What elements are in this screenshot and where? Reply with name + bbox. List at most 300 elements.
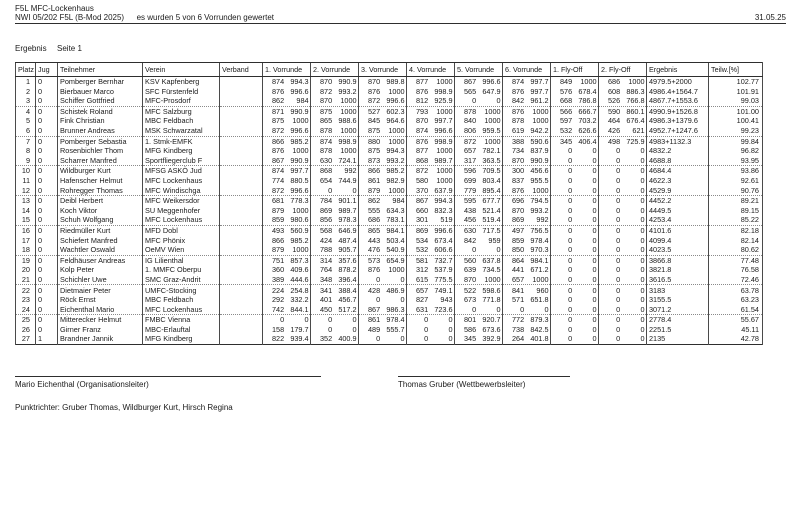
platz-cell: 19 <box>16 255 36 265</box>
flyoff-1-cell <box>551 255 599 265</box>
round-points: 964.6 <box>386 116 405 126</box>
flyoff-1-cell <box>551 236 599 246</box>
round-points: 0 <box>640 215 645 225</box>
flyoff-1-cell <box>551 156 599 166</box>
round-seconds: 699 <box>463 175 477 185</box>
verein-cell: SFC Fürstenfeld <box>143 87 220 97</box>
vorrunde-3-cell <box>359 265 407 275</box>
flyoff-2-cell <box>599 77 647 87</box>
platz-cell: 27 <box>16 334 36 344</box>
round-points: 878.2 <box>338 265 357 275</box>
vorrunde-5-cell <box>455 116 503 126</box>
vorrunde-4-cell <box>407 176 455 186</box>
round-seconds: 532 <box>415 245 429 255</box>
jug-cell: 0 <box>36 146 58 156</box>
round-seconds: 878 <box>319 126 333 136</box>
teilnehmer-cell: Schuh Wolfgang <box>58 215 143 225</box>
ergebnis-cell: 4990.9+1526.8 <box>647 106 709 116</box>
vorrunde-6-cell <box>503 206 551 216</box>
round-points: 0 <box>592 295 597 305</box>
vorrunde-1-cell <box>263 305 311 315</box>
jug-cell: 0 <box>36 325 58 335</box>
competition-id: NWI 05/202 F5L (B-Mod 2025) <box>15 13 125 22</box>
table-row <box>16 225 763 235</box>
round-points: 0 <box>640 155 645 165</box>
round-points: 0 <box>352 185 357 195</box>
vorrunde-4-cell <box>407 116 455 126</box>
jug-cell: 0 <box>36 245 58 255</box>
vorrunde-4-cell <box>407 265 455 275</box>
round-points: 783.1 <box>386 215 405 225</box>
vorrunde-4-cell <box>407 146 455 156</box>
round-seconds: 865 <box>319 116 333 126</box>
table-row <box>16 215 763 225</box>
round-seconds: 0 <box>472 96 477 106</box>
platz-cell: 13 <box>16 196 36 206</box>
round-points: 744.9 <box>338 175 357 185</box>
round-seconds: 840 <box>463 116 477 126</box>
round-seconds: 0 <box>616 315 621 325</box>
teilnehmer-cell: Röck Ernst <box>58 295 143 305</box>
round-seconds: 224 <box>271 285 285 295</box>
round-points: 0 <box>592 265 597 275</box>
teilnehmer-cell: Schichler Uwe <box>58 275 143 285</box>
vorrunde-3-cell <box>359 334 407 344</box>
verein-cell: MFD Dobl <box>143 225 220 235</box>
platz-cell: 11 <box>16 176 36 186</box>
verband-cell <box>220 275 263 285</box>
round-seconds: 0 <box>616 155 621 165</box>
vorrunde-6-cell <box>503 77 551 87</box>
round-seconds: 0 <box>520 304 525 314</box>
round-seconds: 0 <box>376 274 381 284</box>
jug-cell: 0 <box>36 186 58 196</box>
round-points: 1000 <box>628 77 645 87</box>
round-seconds: 867 <box>367 304 381 314</box>
vorrunde-6-cell <box>503 225 551 235</box>
vorrunde-1-cell <box>263 295 311 305</box>
verein-cell: MBC-Erlauftal <box>143 325 220 335</box>
vorrunde-2-cell <box>311 225 359 235</box>
round-seconds: 738 <box>511 324 525 334</box>
round-points: 519 <box>440 215 453 225</box>
vorrunde-3-cell <box>359 96 407 106</box>
round-points: 0 <box>592 175 597 185</box>
round-points: 517.2 <box>338 304 357 314</box>
jug-cell: 0 <box>36 116 58 126</box>
round-points: 0 <box>448 334 453 344</box>
flyoff-1-cell <box>551 325 599 335</box>
round-points: 993.2 <box>386 155 405 165</box>
teilw-cell: 45.11 <box>709 325 763 335</box>
vorrunde-4-cell <box>407 186 455 196</box>
round-points: 673.6 <box>482 324 501 334</box>
vorrunde-5-cell <box>455 295 503 305</box>
flyoff-2-cell <box>599 186 647 196</box>
round-seconds: 0 <box>568 245 573 255</box>
flyoff-1-cell <box>551 126 599 136</box>
round-points: 996.6 <box>482 77 501 87</box>
round-points: 1000 <box>388 86 405 96</box>
round-seconds: 0 <box>568 334 573 344</box>
round-points: 985.2 <box>290 235 309 245</box>
verband-cell <box>220 334 263 344</box>
verband-cell <box>220 305 263 315</box>
round-points: 942.2 <box>530 126 549 136</box>
round-seconds: 869 <box>319 205 333 215</box>
verein-cell: MFC-Prosdorf <box>143 96 220 106</box>
ergebnis-cell: 4986.4+1564.7 <box>647 87 709 97</box>
round-points: 990.9 <box>290 106 309 116</box>
vorrunde-5-cell <box>455 196 503 206</box>
table-row <box>16 305 763 315</box>
round-seconds: 426 <box>607 126 621 136</box>
round-points: 993.2 <box>338 86 357 96</box>
vorrunde-5-cell <box>455 156 503 166</box>
flyoff-1-cell <box>551 146 599 156</box>
round-seconds: 657 <box>463 146 477 156</box>
round-seconds: 879 <box>271 205 285 215</box>
vorrunde-2-cell <box>311 136 359 146</box>
ergebnis-cell: 4253.4 <box>647 215 709 225</box>
vorrunde-4-cell <box>407 225 455 235</box>
round-points: 0 <box>640 295 645 305</box>
teilnehmer-cell: Pomberger Sebastia <box>58 136 143 146</box>
vorrunde-3-cell <box>359 325 407 335</box>
platz-cell: 17 <box>16 236 36 246</box>
round-seconds: 527 <box>367 106 381 116</box>
flyoff-2-cell <box>599 116 647 126</box>
round-points: 179.7 <box>290 324 309 334</box>
round-points: 994.3 <box>290 77 309 87</box>
round-points: 0 <box>400 295 405 305</box>
vorrunde-2-cell <box>311 186 359 196</box>
round-seconds: 866 <box>271 235 285 245</box>
jug-cell: 0 <box>36 295 58 305</box>
jug-cell: 0 <box>36 236 58 246</box>
jug-cell: 0 <box>36 87 58 97</box>
platz-cell: 10 <box>16 166 36 176</box>
round-points: 994.3 <box>434 196 453 206</box>
teilw-cell: 85.22 <box>709 215 763 225</box>
jug-cell: 0 <box>36 315 58 325</box>
round-seconds: 0 <box>616 285 621 295</box>
flyoff-1-cell <box>551 116 599 126</box>
round-seconds: 876 <box>367 265 381 275</box>
round-seconds: 0 <box>424 324 429 334</box>
verband-cell <box>220 236 263 246</box>
round-seconds: 630 <box>319 155 333 165</box>
round-seconds: 870 <box>319 96 333 106</box>
round-points: 961.2 <box>530 96 549 106</box>
round-points: 771.8 <box>482 295 501 305</box>
teilnehmer-cell: Feldhäuser Andreas <box>58 255 143 265</box>
round-seconds: 668 <box>559 96 573 106</box>
verein-cell: MFC Lockenhaus <box>143 305 220 315</box>
round-points: 1000 <box>436 146 453 156</box>
round-seconds: 868 <box>319 166 333 176</box>
teilnehmer-cell: Mitterecker Helmut <box>58 315 143 325</box>
round-points: 646.9 <box>338 225 357 235</box>
round-seconds: 0 <box>376 334 381 344</box>
vorrunde-4-cell <box>407 136 455 146</box>
round-points: 602.3 <box>386 106 405 116</box>
verein-cell: MFC Lockenhaus <box>143 215 220 225</box>
round-points: 980.6 <box>290 215 309 225</box>
teilnehmer-cell: Eichenthal Mario <box>58 305 143 315</box>
verband-cell <box>220 166 263 176</box>
vorrunde-1-cell <box>263 334 311 344</box>
round-seconds: 0 <box>616 146 621 156</box>
col-header-vorrunde-6: 6. Vorrunde <box>503 63 551 77</box>
round-seconds: 389 <box>271 274 285 284</box>
ergebnis-cell: 2778.4 <box>647 315 709 325</box>
round-points: 0 <box>352 315 357 325</box>
verband-cell <box>220 116 263 126</box>
round-seconds: 345 <box>559 136 573 146</box>
verband-cell <box>220 285 263 295</box>
jug-cell: 0 <box>36 136 58 146</box>
round-points: 992 <box>344 166 357 176</box>
vorrunde-6-cell <box>503 305 551 315</box>
round-points: 998.9 <box>338 136 357 146</box>
flyoff-2-cell <box>599 334 647 344</box>
round-seconds: 0 <box>616 185 621 195</box>
verband-cell <box>220 176 263 186</box>
round-seconds: 301 <box>415 215 429 225</box>
jug-cell: 0 <box>36 166 58 176</box>
vorrunde-3-cell <box>359 245 407 255</box>
round-points: 671.2 <box>530 265 549 275</box>
vorrunde-5-cell <box>455 77 503 87</box>
table-row <box>16 236 763 246</box>
round-seconds: 870 <box>463 274 477 284</box>
round-seconds: 869 <box>511 215 525 225</box>
round-seconds: 654 <box>319 175 333 185</box>
round-seconds: 0 <box>616 225 621 235</box>
round-seconds: 870 <box>415 116 429 126</box>
round-seconds: 660 <box>415 205 429 215</box>
round-points: 540.9 <box>386 245 405 255</box>
round-seconds: 565 <box>463 86 477 96</box>
vorrunde-4-cell <box>407 106 455 116</box>
rounds-scored-note: es wurden 5 von 6 Vorrunden gewertet <box>136 13 274 22</box>
flyoff-2-cell <box>599 106 647 116</box>
platz-cell: 25 <box>16 315 36 325</box>
vorrunde-5-cell <box>455 236 503 246</box>
round-points: 0 <box>592 146 597 156</box>
round-seconds: 0 <box>616 255 621 265</box>
vorrunde-2-cell <box>311 305 359 315</box>
vorrunde-5-cell <box>455 285 503 295</box>
verband-cell <box>220 156 263 166</box>
teilw-cell: 80.62 <box>709 245 763 255</box>
round-seconds: 0 <box>568 215 573 225</box>
round-points: 0 <box>640 324 645 334</box>
ergebnis-cell: 2251.5 <box>647 325 709 335</box>
platz-cell: 18 <box>16 245 36 255</box>
round-seconds: 861 <box>367 315 381 325</box>
vorrunde-2-cell <box>311 236 359 246</box>
ergebnis-cell: 3183 <box>647 285 709 295</box>
round-points: 988.6 <box>338 116 357 126</box>
vorrunde-1-cell <box>263 275 311 285</box>
teilnehmer-cell: Riedmüller Kurt <box>58 225 143 235</box>
table-row <box>16 77 763 87</box>
platz-cell: 8 <box>16 146 36 156</box>
round-seconds: 880 <box>367 136 381 146</box>
teilw-cell: 61.54 <box>709 305 763 315</box>
round-seconds: 874 <box>319 136 333 146</box>
vorrunde-1-cell <box>263 156 311 166</box>
round-seconds: 0 <box>568 175 573 185</box>
round-points: 0 <box>592 315 597 325</box>
platz-cell: 14 <box>16 206 36 216</box>
platz-cell: 6 <box>16 126 36 136</box>
vorrunde-1-cell <box>263 96 311 106</box>
ergebnis-cell: 4983+1132.3 <box>647 136 709 146</box>
jug-cell: 0 <box>36 225 58 235</box>
vorrunde-6-cell <box>503 295 551 305</box>
round-points: 844.1 <box>290 304 309 314</box>
round-seconds: 428 <box>367 285 381 295</box>
teilnehmer-cell: Dietmaier Peter <box>58 285 143 295</box>
vorrunde-4-cell <box>407 156 455 166</box>
round-seconds: 0 <box>616 324 621 334</box>
round-seconds: 597 <box>559 116 573 126</box>
round-points: 647.9 <box>482 86 501 96</box>
vorrunde-1-cell <box>263 215 311 225</box>
vorrunde-4-cell <box>407 166 455 176</box>
round-seconds: 555 <box>367 205 381 215</box>
round-seconds: 876 <box>415 136 429 146</box>
round-points: 666.7 <box>578 106 597 116</box>
round-seconds: 0 <box>568 285 573 295</box>
round-seconds: 341 <box>319 285 333 295</box>
round-seconds: 0 <box>616 304 621 314</box>
round-seconds: 0 <box>424 315 429 325</box>
vorrunde-5-cell <box>455 334 503 344</box>
round-points: 989.7 <box>338 205 357 215</box>
teilnehmer-cell: Schistek Roland <box>58 106 143 116</box>
round-points: 959 <box>488 235 501 245</box>
round-points: 1000 <box>484 274 501 284</box>
round-seconds: 772 <box>511 315 525 325</box>
verband-cell <box>220 106 263 116</box>
round-points: 989.8 <box>386 77 405 87</box>
table-row <box>16 186 763 196</box>
round-points: 996.6 <box>290 185 309 195</box>
round-seconds: 497 <box>511 225 525 235</box>
vorrunde-2-cell <box>311 126 359 136</box>
round-seconds: 845 <box>367 116 381 126</box>
vorrunde-3-cell <box>359 285 407 295</box>
round-points: 0 <box>592 304 597 314</box>
vorrunde-3-cell <box>359 176 407 186</box>
round-seconds: 779 <box>463 185 477 195</box>
round-points: 978.4 <box>530 235 549 245</box>
round-points: 0 <box>592 285 597 295</box>
verein-cell: MSK Schwarzatal <box>143 126 220 136</box>
round-points: 0 <box>496 245 501 255</box>
round-points: 997.7 <box>290 166 309 176</box>
vorrunde-6-cell <box>503 156 551 166</box>
round-seconds: 0 <box>616 245 621 255</box>
round-points: 0 <box>448 324 453 334</box>
vorrunde-5-cell <box>455 255 503 265</box>
round-seconds: 476 <box>367 245 381 255</box>
round-points: 503.4 <box>386 235 405 245</box>
round-points: 590.6 <box>530 136 549 146</box>
round-points: 1000 <box>292 146 309 156</box>
round-seconds: 875 <box>319 106 333 116</box>
round-points: 401.8 <box>530 334 549 344</box>
round-seconds: 581 <box>415 255 429 265</box>
round-points: 986.3 <box>386 304 405 314</box>
round-seconds: 850 <box>511 245 525 255</box>
teilw-cell: 76.58 <box>709 265 763 275</box>
flyoff-2-cell <box>599 146 647 156</box>
vorrunde-3-cell <box>359 236 407 246</box>
round-seconds: 870 <box>319 77 333 87</box>
vorrunde-4-cell <box>407 215 455 225</box>
round-points: 676.4 <box>626 116 645 126</box>
vorrunde-5-cell <box>455 166 503 176</box>
flyoff-2-cell <box>599 206 647 216</box>
ergebnis-cell: 3071.2 <box>647 305 709 315</box>
round-points: 0 <box>640 235 645 245</box>
platz-cell: 21 <box>16 275 36 285</box>
round-seconds: 875 <box>271 116 285 126</box>
round-points: 786.8 <box>578 96 597 106</box>
round-seconds: 657 <box>415 285 429 295</box>
round-seconds: 870 <box>367 77 381 87</box>
round-points: 984 <box>296 96 309 106</box>
vorrunde-5-cell <box>455 225 503 235</box>
round-points: 560.9 <box>290 225 309 235</box>
flyoff-1-cell <box>551 136 599 146</box>
verein-cell: MFC Weikersdor <box>143 196 220 206</box>
round-seconds: 0 <box>568 295 573 305</box>
round-points: 985.2 <box>290 136 309 146</box>
vorrunde-2-cell <box>311 315 359 325</box>
vorrunde-3-cell <box>359 136 407 146</box>
round-seconds: 615 <box>415 274 429 284</box>
vorrunde-6-cell <box>503 255 551 265</box>
vorrunde-1-cell <box>263 106 311 116</box>
table-row <box>16 334 763 344</box>
round-seconds: 865 <box>367 225 381 235</box>
round-seconds: 534 <box>415 235 429 245</box>
table-row <box>16 325 763 335</box>
round-seconds: 0 <box>328 324 333 334</box>
round-seconds: 801 <box>463 315 477 325</box>
round-seconds: 859 <box>271 215 285 225</box>
round-seconds: 0 <box>616 334 621 344</box>
round-points: 985.2 <box>386 166 405 176</box>
vorrunde-4-cell <box>407 206 455 216</box>
vorrunde-3-cell <box>359 146 407 156</box>
vorrunde-3-cell <box>359 225 407 235</box>
round-points: 1000 <box>388 126 405 136</box>
flyoff-2-cell <box>599 176 647 186</box>
round-seconds: 568 <box>319 225 333 235</box>
teilnehmer-cell: Pomberger Bernhar <box>58 77 143 87</box>
vorrunde-1-cell <box>263 176 311 186</box>
round-seconds: 522 <box>463 285 477 295</box>
ergebnis-cell: 3866.8 <box>647 255 709 265</box>
round-seconds: 878 <box>463 106 477 116</box>
